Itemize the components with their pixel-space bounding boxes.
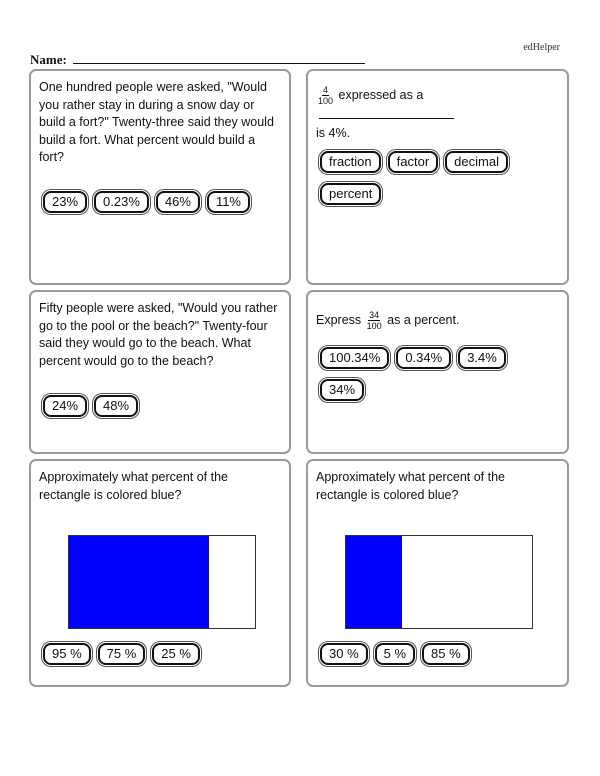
question-card-5 bbox=[29, 459, 291, 687]
fraction-numerator: 34 bbox=[369, 310, 380, 320]
answer-option[interactable]: percent bbox=[320, 183, 381, 205]
answer-option[interactable]: 11% bbox=[207, 191, 250, 213]
answer-option[interactable]: 25 % bbox=[152, 643, 200, 665]
answer-options bbox=[318, 151, 561, 215]
question-text-part: Express bbox=[316, 312, 362, 327]
question-text bbox=[316, 310, 559, 331]
answer-option[interactable]: 0.34% bbox=[396, 347, 451, 369]
fraction bbox=[367, 310, 382, 331]
answer-option[interactable]: 24% bbox=[43, 395, 87, 417]
answer-option[interactable]: 30 % bbox=[320, 643, 368, 665]
answer-option[interactable]: 85 % bbox=[422, 643, 470, 665]
brand-label: edHelper bbox=[523, 42, 560, 53]
question-text: Approximately what percent of the rectangle is colored blue? bbox=[39, 470, 228, 502]
fraction-numerator: 4 bbox=[323, 85, 329, 95]
answer-option[interactable]: 48% bbox=[94, 395, 138, 417]
answer-option[interactable]: 34% bbox=[320, 379, 364, 401]
answer-option[interactable]: 5 % bbox=[375, 643, 415, 665]
question-text: One hundred people were asked, "Would you rather stay in during a snow day or build a fort?" Twenty-three said they would build a fort. What percent would build a fort? bbox=[39, 80, 274, 164]
question-text-part: expressed as a bbox=[338, 87, 424, 102]
answer-option[interactable]: 46% bbox=[156, 191, 200, 213]
answer-option[interactable]: 100.34% bbox=[320, 347, 389, 369]
answer-options bbox=[318, 643, 561, 675]
question-card-1 bbox=[29, 69, 291, 285]
name-line[interactable] bbox=[73, 51, 365, 64]
question-text bbox=[316, 85, 559, 142]
answer-option[interactable]: 3.4% bbox=[458, 347, 506, 369]
blue-fill bbox=[346, 536, 402, 628]
name-field bbox=[30, 51, 365, 68]
answer-option[interactable]: 23% bbox=[43, 191, 87, 213]
question-card-6 bbox=[306, 459, 569, 687]
name-label: Name: bbox=[30, 52, 67, 67]
answer-option[interactable]: 0.23% bbox=[94, 191, 149, 213]
answer-option[interactable]: decimal bbox=[445, 151, 508, 173]
fraction-denominator: 100 bbox=[318, 96, 334, 106]
question-text: Fifty people were asked, "Would you rather go to the pool or the beach?" Twenty-four said they would go to the beach. What percent would go to the beach? bbox=[39, 301, 278, 368]
fraction-rectangle bbox=[345, 535, 533, 629]
fraction bbox=[318, 85, 333, 106]
question-text: Approximately what percent of the rectangle is colored blue? bbox=[316, 470, 505, 502]
question-text-part: as a percent. bbox=[387, 312, 460, 327]
question-text-part: is 4%. bbox=[316, 126, 351, 140]
answer-options bbox=[41, 395, 283, 427]
answer-options bbox=[318, 347, 561, 411]
fraction-denominator: 100 bbox=[366, 321, 382, 331]
blue-fill bbox=[69, 536, 209, 628]
answer-blank[interactable] bbox=[319, 108, 454, 119]
question-card-2 bbox=[306, 69, 569, 285]
answer-option[interactable]: fraction bbox=[320, 151, 381, 173]
question-card-4 bbox=[306, 290, 569, 454]
fraction-rectangle bbox=[68, 535, 256, 629]
question-card-3 bbox=[29, 290, 291, 454]
answer-option[interactable]: 75 % bbox=[98, 643, 146, 665]
answer-options bbox=[41, 643, 283, 675]
answer-options bbox=[41, 191, 283, 223]
answer-option[interactable]: 95 % bbox=[43, 643, 91, 665]
answer-option[interactable]: factor bbox=[388, 151, 439, 173]
